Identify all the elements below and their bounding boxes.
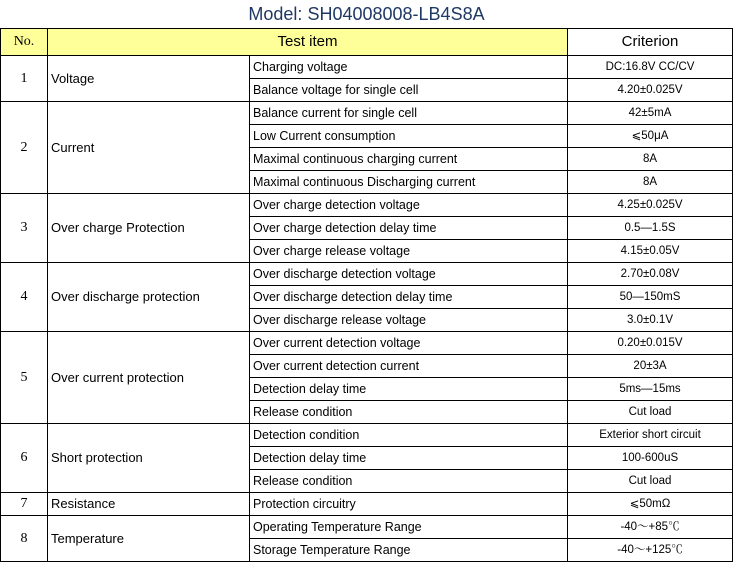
test-item: Detection delay time [250, 378, 568, 401]
table-header-row [1, 29, 733, 56]
group-number: 1 [1, 56, 48, 102]
criterion-value: 0.20±0.015V [568, 332, 733, 355]
criterion-value: ⩽50μA [568, 125, 733, 148]
table-row [1, 263, 733, 286]
table-row [1, 332, 733, 355]
test-item: Maximal continuous charging current [250, 148, 568, 171]
criterion-value: -40～+85℃ [568, 516, 733, 539]
test-item: Maximal continuous Discharging current [250, 171, 568, 194]
test-item: Operating Temperature Range [250, 516, 568, 539]
header-no: No. [1, 29, 48, 56]
criterion-value: 5ms—15ms [568, 378, 733, 401]
test-item: Over discharge release voltage [250, 309, 568, 332]
test-item: Over charge release voltage [250, 240, 568, 263]
criterion-value: 4.15±0.05V [568, 240, 733, 263]
group-number: 3 [1, 194, 48, 263]
group-number: 6 [1, 424, 48, 493]
header-test-item: Test item [48, 29, 568, 56]
criterion-value: -40～+125℃ [568, 539, 733, 562]
test-item: Storage Temperature Range [250, 539, 568, 562]
test-item: Detection condition [250, 424, 568, 447]
group-number: 8 [1, 516, 48, 562]
group-name: Voltage [48, 56, 250, 102]
table-row [1, 424, 733, 447]
criterion-value: Cut load [568, 470, 733, 493]
test-item: Detection delay time [250, 447, 568, 470]
model-title [0, 0, 733, 28]
test-item: Release condition [250, 401, 568, 424]
test-item: Release condition [250, 470, 568, 493]
criterion-value: 42±5mA [568, 102, 733, 125]
group-number: 2 [1, 102, 48, 194]
test-item: Over charge detection voltage [250, 194, 568, 217]
criterion-value: 2.70±0.08V [568, 263, 733, 286]
spec-table-body [1, 29, 733, 562]
group-name: Short protection [48, 424, 250, 493]
header-criterion: Criterion [568, 29, 733, 56]
model-value: SH04008008-LB4S8A [307, 4, 485, 24]
table-row [1, 56, 733, 79]
group-name: Over current protection [48, 332, 250, 424]
group-name: Over charge Protection [48, 194, 250, 263]
test-item: Low Current consumption [250, 125, 568, 148]
table-row [1, 516, 733, 539]
test-item: Charging voltage [250, 56, 568, 79]
model-label: Model: [248, 4, 303, 24]
spec-table [0, 28, 733, 562]
criterion-value: 3.0±0.1V [568, 309, 733, 332]
test-item: Over discharge detection delay time [250, 286, 568, 309]
criterion-value: Cut load [568, 401, 733, 424]
group-name: Over discharge protection [48, 263, 250, 332]
group-number: 5 [1, 332, 48, 424]
test-item: Over discharge detection voltage [250, 263, 568, 286]
criterion-value: 0.5—1.5S [568, 217, 733, 240]
group-name: Resistance [48, 493, 250, 516]
test-item: Balance voltage for single cell [250, 79, 568, 102]
table-row [1, 194, 733, 217]
group-number: 4 [1, 263, 48, 332]
test-item: Over current detection current [250, 355, 568, 378]
criterion-value: ⩽50mΩ [568, 493, 733, 516]
criterion-value: Exterior short circuit [568, 424, 733, 447]
criterion-value: 20±3A [568, 355, 733, 378]
criterion-value: DC:16.8V CC/CV [568, 56, 733, 79]
criterion-value: 4.20±0.025V [568, 79, 733, 102]
group-name: Temperature [48, 516, 250, 562]
group-name: Current [48, 102, 250, 194]
criterion-value: 8A [568, 171, 733, 194]
criterion-value: 8A [568, 148, 733, 171]
table-row [1, 102, 733, 125]
test-item: Protection circuitry [250, 493, 568, 516]
test-item: Balance current for single cell [250, 102, 568, 125]
test-item: Over current detection voltage [250, 332, 568, 355]
criterion-value: 4.25±0.025V [568, 194, 733, 217]
test-item: Over charge detection delay time [250, 217, 568, 240]
group-number: 7 [1, 493, 48, 516]
table-row [1, 493, 733, 516]
criterion-value: 50—150mS [568, 286, 733, 309]
criterion-value: 100-600uS [568, 447, 733, 470]
